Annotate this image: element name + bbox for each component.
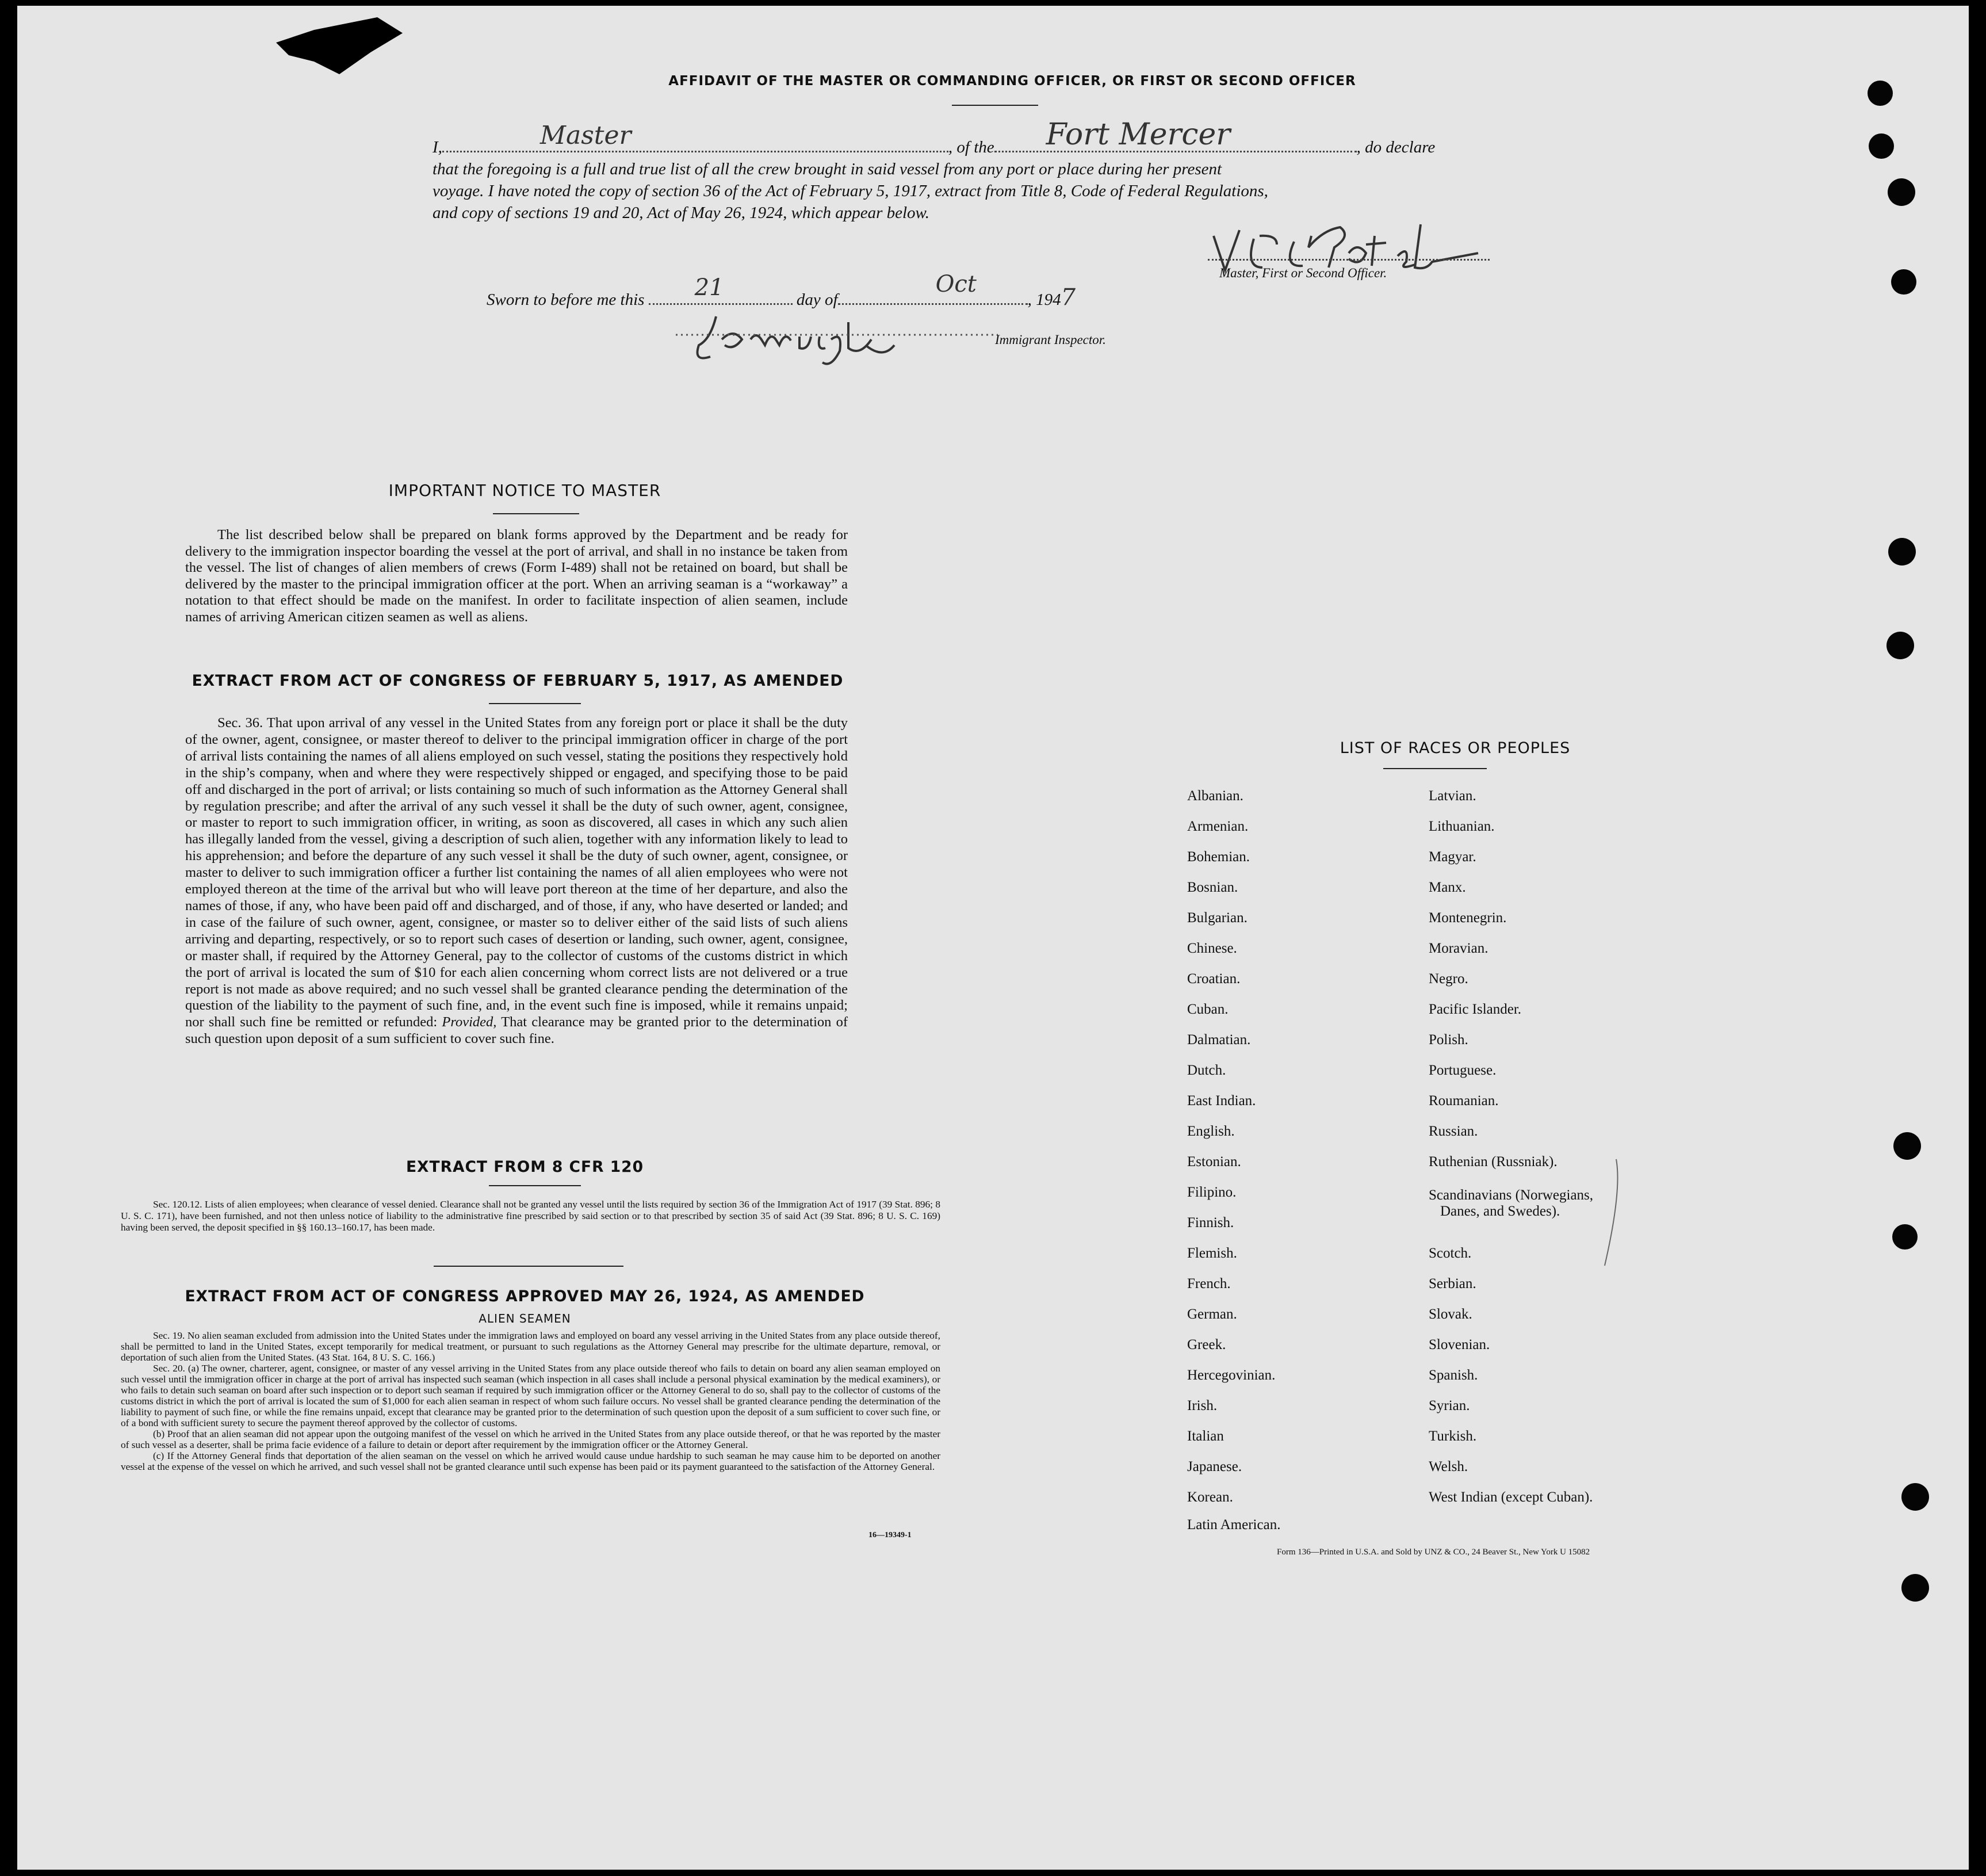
- year-digit: 7: [1061, 284, 1076, 311]
- race-item: Negro.: [1429, 971, 1468, 987]
- race-item: Scandinavians (Norwegians,: [1429, 1187, 1594, 1203]
- race-item: Hercegovinian.: [1187, 1367, 1276, 1383]
- race-item: Croatian.: [1187, 971, 1241, 987]
- affidavit-rule: [952, 105, 1038, 106]
- punch-hole: [1888, 538, 1916, 566]
- inspector-label: Immigrant Inspector.: [995, 333, 1106, 347]
- affidavit-line1: [433, 117, 1525, 157]
- race-item: Finnish.: [1187, 1215, 1234, 1231]
- race-item: Italian: [1187, 1428, 1224, 1444]
- race-item: Irish.: [1187, 1398, 1218, 1413]
- race-item: Japanese.: [1187, 1459, 1242, 1474]
- document-page: [17, 6, 1969, 1870]
- vessel-field: [994, 117, 1357, 152]
- race-item: Ruthenian (Russniak).: [1429, 1154, 1558, 1170]
- race-item: Dutch.: [1187, 1063, 1226, 1078]
- race-item: Filipino.: [1187, 1185, 1237, 1200]
- extract1917-text: [185, 715, 848, 1048]
- punch-hole: [1891, 269, 1916, 295]
- race-item: Russian.: [1429, 1124, 1478, 1139]
- inspector-signature: [676, 305, 998, 374]
- punch-hole: [1888, 178, 1915, 206]
- pencil-mark: [1582, 1156, 1628, 1271]
- race-item: Bulgarian.: [1187, 910, 1248, 926]
- race-item: Polish.: [1429, 1032, 1468, 1048]
- race-item: Lithuanian.: [1429, 819, 1495, 834]
- race-item: Manx.: [1429, 880, 1466, 895]
- signature-label: Master, First or Second Officer.: [1219, 266, 1387, 280]
- extract1924-text: [121, 1330, 940, 1472]
- race-item: Bohemian.: [1187, 849, 1250, 865]
- notice-rule: [493, 513, 579, 514]
- affidavit-line2: that the foregoing is a full and true list of all the crew brought in said vessel from any port or place during her present: [433, 160, 1222, 178]
- cfr-rule: [489, 1185, 581, 1186]
- extract1917-title: EXTRACT FROM ACT OF CONGRESS OF FEBRUARY 5, 1917, AS AMENDED: [192, 672, 844, 690]
- race-item: Albanian.: [1187, 788, 1243, 804]
- race-item: Roumanian.: [1429, 1093, 1499, 1109]
- cfr-end-rule: [434, 1266, 623, 1267]
- affidavit-line3: voyage. I have noted the copy of section 36 of the Act of February 5, 1917, extract from Title 8, Code of Federal Regulations,: [433, 182, 1268, 200]
- day-of: day of: [796, 291, 838, 309]
- sworn-prefix: Sworn to before me this: [487, 291, 645, 309]
- cfr-text: Sec. 120.12. Lists of alien employees; when clearance of vessel denied. Clearance shall not be granted any vessel until the lists required by section 36 of the Immigration Act of 1917 (39 Stat. 896; 8 U. S. C. 171), have been furnished, and not then unless notice of liability to the administrative fine prescribed by said section or to that prescribed by section 35 of said Act (39 Stat. 896; 8 U. S. C. 169) having been served, the deposit specified in §§ 160.13–160.17, has been made.: [121, 1199, 940, 1233]
- punch-hole: [1901, 1483, 1929, 1511]
- race-item: Spanish.: [1429, 1367, 1478, 1383]
- vessel-handwritten: Fort Mercer: [1046, 117, 1231, 152]
- sec20c-text: (c) If the Attorney General finds that deportation of the alien seaman on the vessel on which he arrived would cause undue hardship to such seaman he may cause him to be deported on another vessel at the expense of the vessel on which he arrived, and such vessel shall not be granted clearance until such expense has been paid or its payment guaranteed to the satisfaction of the Attorney General.: [121, 1450, 940, 1472]
- race-item: Latvian.: [1429, 788, 1476, 804]
- master-handwritten: Master: [539, 121, 632, 150]
- race-item: Syrian.: [1429, 1398, 1470, 1413]
- sec36-end: That clearance may be granted prior to the determination of such question upon deposit of a sum sufficient to cover such fine.: [185, 1014, 848, 1047]
- punch-hole: [1868, 81, 1893, 106]
- race-item: German.: [1187, 1306, 1237, 1322]
- race-item: Flemish.: [1187, 1245, 1237, 1261]
- torn-corner: [276, 17, 403, 81]
- sworn-month: Oct: [935, 271, 977, 297]
- race-item: Pacific Islander.: [1429, 1002, 1522, 1017]
- race-item: Welsh.: [1429, 1459, 1468, 1474]
- notice-text: The list described below shall be prepared on blank forms approved by the Department and be ready for delivery to the immigration inspector boarding the vessel at the port of arrival, and shall in no instance be taken from the vessel. The list of changes of alien members of crews (Form I-489) shall not be retained on board, but shall be delivered by the master to the principal immigration officer at the port. When an arriving seaman is a “workaway” a notation to that effect should be made on the manifest. In order to facilitate inspection of alien seamen, include names of arriving American citizen seamen as well as aliens.: [185, 527, 848, 625]
- race-item: East Indian.: [1187, 1093, 1256, 1109]
- day-field: [649, 274, 793, 305]
- month-field: [838, 271, 1028, 305]
- race-item: Armenian.: [1187, 819, 1249, 834]
- race-item: Magyar.: [1429, 849, 1476, 865]
- race-item: English.: [1187, 1124, 1235, 1139]
- sec20a-text: Sec. 20. (a) The owner, charterer, agent, consignee, or master of any vessel arriving in the United States from any place outside thereof who fails to detain on board any alien seaman employed on such vessel until the immigration officer in charge at the port of arrival has inspected such seaman (which inspection in all cases shall include a personal physical examination by the medical examiners), or who fails to detain such seaman on board after such inspection or to deport such seaman if required by such immigration officer or the Attorney General to do so, shall pay to the collector of customs of the customs district in which the port of arrival is located the sum of $1,000 for each alien seaman in respect of whom such failure occurs. No vessel shall be granted clearance pending the determination of the liability to payment of such fine, or while the fine remains unpaid, except that clearance may be granted prior to the determination of such question upon the deposit of a sum sufficient to cover such fine, or of a bond with sufficient surety to secure the payment thereof approved by the collector of customs.: [121, 1363, 940, 1428]
- affidavit-line4: and copy of sections 19 and 20, Act of May 26, 1924, which appear below.: [433, 204, 929, 222]
- year-prefix: , 194: [1027, 291, 1061, 309]
- punch-hole: [1893, 1132, 1921, 1160]
- race-item: Turkish.: [1429, 1428, 1477, 1444]
- race-item: Latin American.: [1187, 1517, 1281, 1533]
- race-item: Slovenian.: [1429, 1337, 1490, 1352]
- race-item: Cuban.: [1187, 1002, 1229, 1017]
- form-code: 16—19349-1: [868, 1531, 912, 1539]
- race-item: Montenegrin.: [1429, 910, 1507, 926]
- sec19-text: Sec. 19. No alien seaman excluded from admission into the United States under the immigration laws and employed on board any vessel arriving in the United States from any place outside thereof, shall be permitted to land in the United States, except temporarily for medical treatment, or pursuant to such regulations as the Attorney General may prescribe for the ultimate departure, removal, or deportation of such alien from the United States. (43 Stat. 164, 8 U. S. C. 166.): [121, 1330, 940, 1363]
- printer-footer: Form 136—Printed in U.S.A. and Sold by UNZ & CO., 24 Beaver St., New York U 15082: [1277, 1548, 1590, 1557]
- punch-hole: [1901, 1574, 1929, 1602]
- master-field: [442, 121, 948, 152]
- sec36-body: That upon arrival of any vessel in the United States from any foreign port or place it shall be the duty of the owner, agent, consignee, or master thereof to deliver to the principal immigration officer in charge of the port of arrival lists containing the names of all aliens employed on such vessel, stating the positions they respectively hold in the ship’s company, when and where they were respectively shipped or engaged, and specifying those to be paid off and discharged in the port of arrival; or lists containing so much of such information as the Attorney General shall by regulation prescribe; and after the arrival of any such vessel it shall be the duty of such owner, agent, consignee, or master to report to such immigration officer, in writing, as soon as discovered, all cases in which any such alien has illegally landed from the vessel, giving a description of such alien, together with any information likely to lead to his apprehension; and before the departure of any such vessel it shall be the duty of such owner, agent, consignee, or master to deliver to such immigration officer a further list containing the names of all alien employees who were not employed thereon at the time of the arrival but who will leave port thereon at the time of her departure, and also the names of those, if any, who have been paid off and discharged, and of those, if any, who have deserted or landed; and in case of the failure of such owner, agent, consignee, or master so to deliver either of the said lists of such aliens arriving and departing, respectively, or so to report such cases of desertion or landing, such owner, agent, consignee, or master shall, if required by the Attorney General, pay to the collector of customs of the customs district in which the port of arrival is located the sum of $10 for each alien concerning whom correct lists are not delivered or a true report is not made as above required; and no such vessel shall be granted clearance pending the determination of the question of the liability to the payment of such fine, and, in the event such fine is imposed, while it remains unpaid; nor shall such fine be remitted or refunded:: [185, 715, 848, 1030]
- race-item: Portuguese.: [1429, 1063, 1497, 1078]
- race-item: West Indian (except Cuban).: [1429, 1489, 1593, 1505]
- sec36-label: Sec. 36.: [217, 715, 263, 731]
- race-item: Dalmatian.: [1187, 1032, 1251, 1048]
- sec20b-text: (b) Proof that an alien seaman did not appear upon the outgoing manifest of the vessel on which he arrived in the United States from any place outside thereof, or that he was reported by the master of such vessel as a deserter, shall be prima facie evidence of a failure to detain or deport after requirement by the immigration officer or the Attorney General.: [121, 1428, 940, 1450]
- race-item: Moravian.: [1429, 941, 1488, 956]
- affidavit-of-the: , of the: [948, 138, 994, 156]
- extract1917-rule: [489, 703, 581, 704]
- alien-seamen-subtitle: ALIEN SEAMEN: [479, 1312, 571, 1325]
- race-item: Danes, and Swedes).: [1440, 1203, 1560, 1219]
- punch-hole: [1886, 632, 1914, 659]
- extract1924-title: EXTRACT FROM ACT OF CONGRESS APPROVED MAY 26, 1924, AS AMENDED: [185, 1287, 865, 1305]
- race-item: Slovak.: [1429, 1306, 1472, 1322]
- race-item: Greek.: [1187, 1337, 1226, 1352]
- cfr-title: EXTRACT FROM 8 CFR 120: [405, 1158, 644, 1176]
- provided-word: Provided,: [442, 1014, 497, 1030]
- race-item: Serbian.: [1429, 1276, 1476, 1292]
- punch-hole: [1892, 1224, 1918, 1250]
- race-item: Scotch.: [1429, 1245, 1472, 1261]
- race-item: Bosnian.: [1187, 880, 1238, 895]
- race-item: French.: [1187, 1276, 1231, 1292]
- signature-line: [1208, 259, 1490, 261]
- races-title: LIST OF RACES OR PEOPLES: [1340, 739, 1571, 757]
- race-item: Korean.: [1187, 1489, 1233, 1505]
- notice-title: IMPORTANT NOTICE TO MASTER: [388, 481, 661, 500]
- sworn-day: 21: [694, 274, 724, 301]
- affidavit-pronoun: I,: [433, 138, 442, 156]
- race-item: Chinese.: [1187, 941, 1237, 956]
- race-item: Estonian.: [1187, 1154, 1241, 1170]
- affidavit-title: AFFIDAVIT OF THE MASTER OR COMMANDING OFFICER, OR FIRST OR SECOND OFFICER: [668, 74, 1356, 89]
- punch-hole: [1869, 133, 1894, 159]
- affidavit-declare: , do declare: [1356, 138, 1436, 156]
- races-rule: [1383, 768, 1487, 769]
